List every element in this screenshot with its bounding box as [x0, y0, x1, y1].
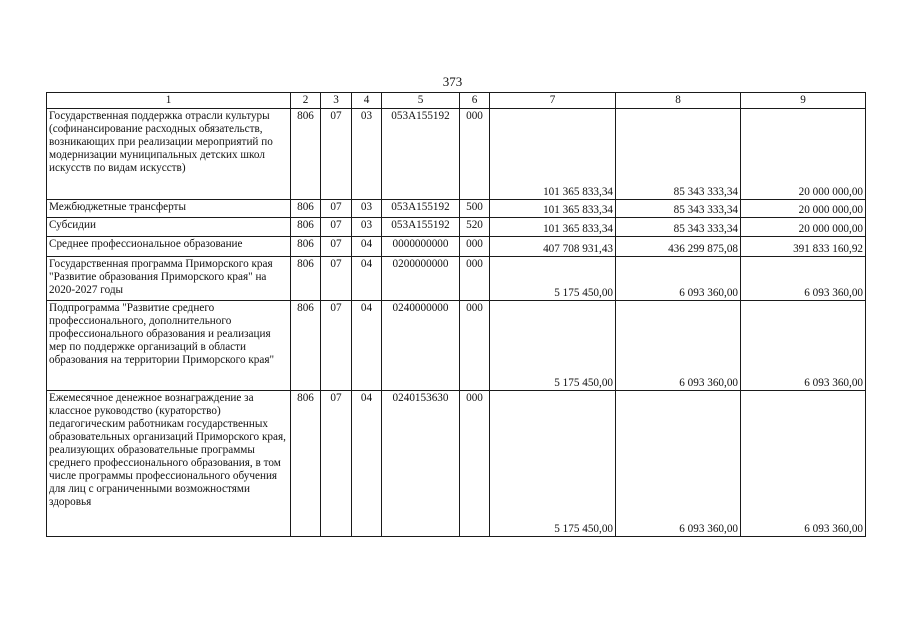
- code-cell: 07: [321, 301, 352, 391]
- code-cell: 0240000000: [382, 301, 460, 391]
- code-cell: 053A155192: [382, 218, 460, 237]
- header-cell: 7: [490, 93, 616, 109]
- code-cell: 806: [291, 257, 321, 301]
- amount-cell: 20 000 000,00: [741, 109, 866, 200]
- row-name-cell: Подпрограмма "Развитие среднего профессионального, дополнительного профессионального образования и реализация мер по поддержке организаций в области образования на территории Приморского края": [47, 301, 291, 391]
- code-cell: 07: [321, 218, 352, 237]
- table-row: [47, 391, 866, 537]
- code-cell: 000: [460, 301, 490, 391]
- row-name-cell: Субсидии: [47, 218, 291, 237]
- amount-cell: 20 000 000,00: [741, 200, 866, 218]
- table-row: [47, 200, 866, 218]
- code-cell: 03: [352, 109, 382, 200]
- amount-cell: 5 175 450,00: [490, 301, 616, 391]
- amount-cell: 85 343 333,34: [616, 218, 741, 237]
- row-name-cell: Межбюджетные трансферты: [47, 200, 291, 218]
- code-cell: 000: [460, 391, 490, 537]
- amount-cell: 6 093 360,00: [741, 257, 866, 301]
- header-cell: 1: [47, 93, 291, 109]
- header-cell: 5: [382, 93, 460, 109]
- header-cell: 8: [616, 93, 741, 109]
- code-cell: 07: [321, 391, 352, 537]
- code-cell: 806: [291, 237, 321, 257]
- amount-cell: 20 000 000,00: [741, 218, 866, 237]
- header-cell: 3: [321, 93, 352, 109]
- row-name-cell: Государственная программа Приморского края "Развитие образования Приморского края" на 2020-2027 годы: [47, 257, 291, 301]
- code-cell: 07: [321, 200, 352, 218]
- table-row: [47, 301, 866, 391]
- amount-cell: 5 175 450,00: [490, 391, 616, 537]
- amount-cell: 6 093 360,00: [616, 257, 741, 301]
- row-name-cell: Государственная поддержка отрасли культуры (софинансирование расходных обязательств, возникающих при реализации мероприятий по модернизации муниципальных детских школ искусств по видам искусств): [47, 109, 291, 200]
- header-cell: 2: [291, 93, 321, 109]
- code-cell: 04: [352, 391, 382, 537]
- amount-cell: 101 365 833,34: [490, 109, 616, 200]
- code-cell: 806: [291, 200, 321, 218]
- code-cell: 806: [291, 391, 321, 537]
- code-cell: 053A155192: [382, 200, 460, 218]
- amount-cell: 436 299 875,08: [616, 237, 741, 257]
- amount-cell: 407 708 931,43: [490, 237, 616, 257]
- table-row: [47, 257, 866, 301]
- code-cell: 053A155192: [382, 109, 460, 200]
- amount-cell: 6 093 360,00: [741, 301, 866, 391]
- amount-cell: 85 343 333,34: [616, 200, 741, 218]
- header-cell: 4: [352, 93, 382, 109]
- code-cell: 03: [352, 218, 382, 237]
- code-cell: 0240153630: [382, 391, 460, 537]
- code-cell: 806: [291, 301, 321, 391]
- amount-cell: 6 093 360,00: [741, 391, 866, 537]
- code-cell: 04: [352, 301, 382, 391]
- table-body: [47, 93, 866, 537]
- code-cell: 500: [460, 200, 490, 218]
- code-cell: 000: [460, 237, 490, 257]
- code-cell: 000: [460, 109, 490, 200]
- code-cell: 07: [321, 257, 352, 301]
- amount-cell: 391 833 160,92: [741, 237, 866, 257]
- amount-cell: 85 343 333,34: [616, 109, 741, 200]
- code-cell: 04: [352, 257, 382, 301]
- table-header-row: [47, 93, 866, 109]
- code-cell: 07: [321, 109, 352, 200]
- code-cell: 806: [291, 218, 321, 237]
- row-name-cell: Среднее профессиональное образование: [47, 237, 291, 257]
- amount-cell: 6 093 360,00: [616, 301, 741, 391]
- amount-cell: 5 175 450,00: [490, 257, 616, 301]
- budget-table: [46, 92, 866, 537]
- code-cell: 806: [291, 109, 321, 200]
- table-row: [47, 109, 866, 200]
- amount-cell: 101 365 833,34: [490, 218, 616, 237]
- page-number: 373: [442, 74, 463, 89]
- code-cell: 03: [352, 200, 382, 218]
- amount-cell: 101 365 833,34: [490, 200, 616, 218]
- header-cell: 9: [741, 93, 866, 109]
- code-cell: 04: [352, 237, 382, 257]
- amount-cell: 6 093 360,00: [616, 391, 741, 537]
- table-row: [47, 237, 866, 257]
- header-cell: 6: [460, 93, 490, 109]
- code-cell: 07: [321, 237, 352, 257]
- row-name-cell: Ежемесячное денежное вознаграждение за классное руководство (кураторство) педагогическим работникам государственных образовательных организаций Приморского края, реализующих образовательные программы среднего профессионального образования, в том числе программы профессионального обучения для лиц с ограниченными возможностями здоровья: [47, 391, 291, 537]
- code-cell: 000: [460, 257, 490, 301]
- code-cell: 0000000000: [382, 237, 460, 257]
- table-row: [47, 218, 866, 237]
- code-cell: 0200000000: [382, 257, 460, 301]
- code-cell: 520: [460, 218, 490, 237]
